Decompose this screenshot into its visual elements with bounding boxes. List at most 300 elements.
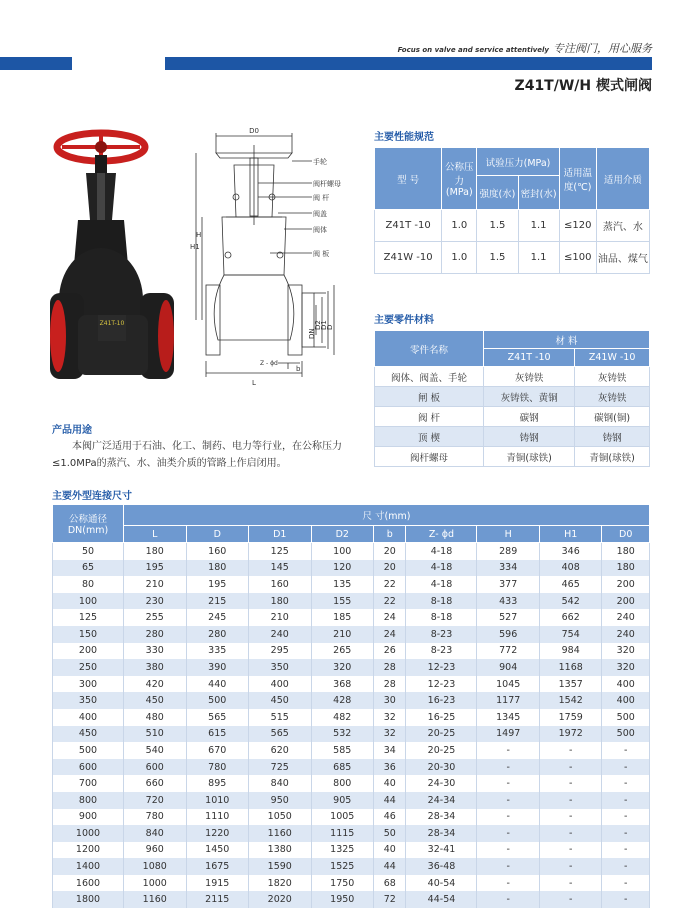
dim-b-label: b: [296, 365, 301, 373]
dims-cell-dn: 1800: [53, 891, 124, 908]
dims-cell: 670: [186, 742, 249, 759]
dims-cell: 1000: [124, 875, 187, 892]
dims-cell: -: [602, 809, 650, 826]
dims-cell: 24-30: [406, 775, 477, 792]
dims-cell-dn: 300: [53, 676, 124, 693]
dims-cell: 600: [124, 759, 187, 776]
dims-cell-dn: 600: [53, 759, 124, 776]
dims-cell: 482: [311, 709, 374, 726]
dims-cell-dn: 700: [53, 775, 124, 792]
dims-header-dn: 公称通径DN(mm): [53, 505, 124, 543]
dims-cell: 180: [124, 543, 187, 560]
dims-cell-dn: 65: [53, 560, 124, 577]
mat-header-col2: Z41W -10: [575, 349, 650, 367]
dims-cell: 100: [311, 543, 374, 560]
table-row: [375, 407, 650, 427]
dims-cell: 44: [374, 792, 406, 809]
dims-cell-dn: 500: [53, 742, 124, 759]
dims-cell: 585: [311, 742, 374, 759]
dims-cell: 4-18: [406, 576, 477, 593]
dims-cell: 500: [602, 709, 650, 726]
table-row: [53, 825, 650, 842]
dim-dn-label: DN: [308, 328, 316, 339]
mat-cell-a: 碳钢: [484, 407, 575, 427]
dims-cell: 32: [374, 726, 406, 743]
dims-cell: 320: [602, 659, 650, 676]
dims-cell: 772: [477, 643, 540, 660]
dims-cell: 185: [311, 609, 374, 626]
table-row: [53, 858, 650, 875]
dim-d2-label: D2: [314, 320, 322, 330]
table-row: [375, 427, 650, 447]
dims-cell: 230: [124, 593, 187, 610]
dims-cell-dn: 80: [53, 576, 124, 593]
dims-cell: 450: [124, 692, 187, 709]
dims-cell: 180: [249, 593, 312, 610]
dims-cell: 725: [249, 759, 312, 776]
dims-cell: 368: [311, 676, 374, 693]
dims-cell: -: [539, 809, 602, 826]
dims-cell: 160: [186, 543, 249, 560]
dim-d-label: D: [326, 324, 334, 330]
dims-col-header: D2: [311, 526, 374, 543]
mat-header-material: 材 料: [484, 331, 650, 349]
dims-cell: 12-23: [406, 676, 477, 693]
performance-table: [374, 147, 650, 274]
dims-col-header: L: [124, 526, 187, 543]
dims-cell: 28-34: [406, 809, 477, 826]
mat-cell-b: 铸钢: [575, 427, 650, 447]
table-row: [53, 560, 650, 577]
usage-section-title: 产品用途: [52, 425, 92, 436]
dims-cell: 12-23: [406, 659, 477, 676]
part-label-stem-nut: 阀杆螺母: [313, 180, 341, 188]
part-label-handwheel: 手轮: [313, 158, 327, 166]
mat-cell-part: 顶 楔: [375, 427, 484, 447]
mat-cell-a: 灰铸铁: [484, 367, 575, 387]
table-row: [375, 387, 650, 407]
dims-cell: 500: [602, 726, 650, 743]
table-row: [53, 692, 650, 709]
dims-cell: 780: [124, 809, 187, 826]
dims-cell: 8-23: [406, 643, 477, 660]
materials-table: [374, 330, 650, 467]
table-row: [53, 609, 650, 626]
dims-cell: -: [477, 858, 540, 875]
perf-cell-medium: 油品、煤气: [596, 242, 649, 274]
dims-col-header: b: [374, 526, 406, 543]
dims-cell: 120: [311, 560, 374, 577]
dims-cell: -: [602, 759, 650, 776]
table-row: [53, 543, 650, 560]
usage-text: 本阀广泛适用于石油、化工、制药、电力等行业，在公称压力≤1.0MPa的蒸汽、水、油类介质的管路上作启闭用。: [52, 441, 342, 469]
dims-cell: 40: [374, 842, 406, 859]
dims-cell: 180: [602, 543, 650, 560]
perf-header-test: 试验压力(MPa): [477, 148, 559, 176]
slogan-cn: 专注阀门，用心服务: [553, 42, 652, 55]
perf-cell-seal: 1.1: [518, 210, 559, 242]
dims-cell: -: [539, 891, 602, 908]
dims-cell: 1160: [249, 825, 312, 842]
dims-cell: 20-25: [406, 742, 477, 759]
dims-cell: 380: [124, 659, 187, 676]
dims-cell: 36-48: [406, 858, 477, 875]
dims-cell: 8-23: [406, 626, 477, 643]
mat-cell-b: 碳钢(铜): [575, 407, 650, 427]
table-row: [53, 759, 650, 776]
dims-cell: 346: [539, 543, 602, 560]
dims-cell: 800: [311, 775, 374, 792]
dims-cell: 289: [477, 543, 540, 560]
dims-cell: 160: [249, 576, 312, 593]
dims-cell: 22: [374, 593, 406, 610]
dims-cell: -: [477, 742, 540, 759]
dim-h1-label: H1: [190, 243, 200, 251]
mat-cell-a: 灰铸铁、黄铜: [484, 387, 575, 407]
dims-cell: 542: [539, 593, 602, 610]
mat-header-col1: Z41T -10: [484, 349, 575, 367]
dims-cell: 215: [186, 593, 249, 610]
dims-cell: 1045: [477, 676, 540, 693]
perf-header-model: 型 号: [375, 148, 442, 210]
mat-cell-b: 灰铸铁: [575, 387, 650, 407]
dims-cell: 320: [311, 659, 374, 676]
dims-cell: 1380: [249, 842, 312, 859]
dims-col-header: D0: [602, 526, 650, 543]
dims-cell: 20: [374, 543, 406, 560]
dims-cell: 255: [124, 609, 187, 626]
dims-cell: 180: [186, 560, 249, 577]
dims-cell: 1450: [186, 842, 249, 859]
dims-cell: 780: [186, 759, 249, 776]
dims-cell: 1759: [539, 709, 602, 726]
dims-header-size: 尺 寸(mm): [124, 505, 650, 526]
dims-cell: 40-54: [406, 875, 477, 892]
dims-cell: 1325: [311, 842, 374, 859]
dims-cell: -: [477, 792, 540, 809]
dim-d1-label: D1: [320, 320, 328, 330]
table-row: [53, 626, 650, 643]
mat-cell-part: 阀杆螺母: [375, 447, 484, 467]
dims-cell: 135: [311, 576, 374, 593]
dims-cell: -: [602, 842, 650, 859]
dims-cell: -: [539, 775, 602, 792]
page-title: Z41T/W/H 楔式闸阀: [514, 78, 652, 94]
dimensions-section-title: 主要外型连接尺寸: [52, 491, 132, 502]
dims-cell: 8-18: [406, 593, 477, 610]
dims-cell: 960: [124, 842, 187, 859]
dims-cell: 32-41: [406, 842, 477, 859]
dims-cell: 280: [186, 626, 249, 643]
table-row: [53, 775, 650, 792]
table-row: [53, 593, 650, 610]
dims-cell: -: [602, 891, 650, 908]
dims-cell: 265: [311, 643, 374, 660]
dims-cell: -: [602, 858, 650, 875]
perf-cell-seal: 1.1: [518, 242, 559, 274]
mat-cell-a: 铸钢: [484, 427, 575, 447]
dims-cell: 24: [374, 626, 406, 643]
dims-cell-dn: 900: [53, 809, 124, 826]
dims-cell: 30: [374, 692, 406, 709]
dims-cell: 440: [186, 676, 249, 693]
dims-cell: 24-34: [406, 792, 477, 809]
dims-col-header: D: [186, 526, 249, 543]
dims-cell: -: [539, 759, 602, 776]
part-label-body: 阀体: [313, 226, 327, 234]
table-row: [53, 676, 650, 693]
dims-cell: -: [539, 792, 602, 809]
dims-cell-dn: 250: [53, 659, 124, 676]
dims-cell: 36: [374, 759, 406, 776]
dims-cell: 540: [124, 742, 187, 759]
mat-cell-part: 阀 杆: [375, 407, 484, 427]
dims-cell: 22: [374, 576, 406, 593]
header-bar-left: [0, 57, 72, 70]
dims-cell: 1972: [539, 726, 602, 743]
mat-cell-part: 阀体、阀盖、手轮: [375, 367, 484, 387]
dims-cell: 1080: [124, 858, 187, 875]
dims-cell: 500: [186, 692, 249, 709]
dims-cell: 1950: [311, 891, 374, 908]
part-label-stem: 阀 杆: [313, 194, 330, 202]
dims-cell: -: [602, 792, 650, 809]
dims-cell: 984: [539, 643, 602, 660]
part-label-bonnet: 阀盖: [313, 210, 327, 218]
dims-cell-dn: 1400: [53, 858, 124, 875]
nameplate-text: Z41T-10: [99, 320, 125, 327]
dims-cell: 400: [249, 676, 312, 693]
dims-cell: 1915: [186, 875, 249, 892]
dims-cell: -: [539, 742, 602, 759]
dims-cell: -: [602, 775, 650, 792]
table-row: [53, 726, 650, 743]
dims-cell: 335: [186, 643, 249, 660]
dims-cell: 180: [602, 560, 650, 577]
dims-cell: 532: [311, 726, 374, 743]
dims-cell: 510: [124, 726, 187, 743]
dims-cell: 125: [249, 543, 312, 560]
perf-cell-strength: 1.5: [477, 242, 518, 274]
dims-cell: 1005: [311, 809, 374, 826]
perf-header-pressure: 公称压力(MPa): [442, 148, 477, 210]
dims-cell: 32: [374, 709, 406, 726]
dims-cell: 596: [477, 626, 540, 643]
dims-cell: 1345: [477, 709, 540, 726]
dims-cell: 1497: [477, 726, 540, 743]
table-row: [53, 842, 650, 859]
dims-cell: 295: [249, 643, 312, 660]
table-row: [375, 242, 650, 274]
dims-cell: 515: [249, 709, 312, 726]
dims-cell: 1177: [477, 692, 540, 709]
dims-cell: 1675: [186, 858, 249, 875]
perf-header-seal: 密封(水): [518, 176, 559, 210]
dims-cell: 390: [186, 659, 249, 676]
valve-drawing: [188, 125, 358, 393]
dims-cell: 34: [374, 742, 406, 759]
dims-cell-dn: 150: [53, 626, 124, 643]
dims-cell: -: [539, 875, 602, 892]
dimensions-table: [52, 504, 650, 908]
table-row: [53, 709, 650, 726]
dims-cell: -: [477, 825, 540, 842]
dims-cell: 1525: [311, 858, 374, 875]
dims-cell: 4-18: [406, 560, 477, 577]
dims-cell: 40: [374, 775, 406, 792]
dims-cell: 527: [477, 609, 540, 626]
dims-cell: 46: [374, 809, 406, 826]
perf-cell-strength: 1.5: [477, 210, 518, 242]
dims-cell: 1168: [539, 659, 602, 676]
dims-cell: 615: [186, 726, 249, 743]
dims-col-header: Z- ϕd: [406, 526, 477, 543]
dims-cell: 1110: [186, 809, 249, 826]
mat-cell-a: 青铜(球铁): [484, 447, 575, 467]
dims-cell: 245: [186, 609, 249, 626]
dims-cell: 2115: [186, 891, 249, 908]
mat-header-part: 零件名称: [375, 331, 484, 367]
dims-cell: 840: [249, 775, 312, 792]
dims-cell-dn: 1200: [53, 842, 124, 859]
dims-cell-dn: 1600: [53, 875, 124, 892]
dims-cell: 904: [477, 659, 540, 676]
dims-cell: 44: [374, 858, 406, 875]
dims-cell: 950: [249, 792, 312, 809]
dims-cell: -: [477, 775, 540, 792]
dims-cell: -: [477, 891, 540, 908]
dims-cell: 465: [539, 576, 602, 593]
table-row: [53, 792, 650, 809]
dims-cell: 2020: [249, 891, 312, 908]
dims-cell: 1542: [539, 692, 602, 709]
dims-cell: 44-54: [406, 891, 477, 908]
mat-cell-b: 灰铸铁: [575, 367, 650, 387]
perf-cell-pressure: 1.0: [442, 242, 477, 274]
dims-cell-dn: 100: [53, 593, 124, 610]
dims-cell: 660: [124, 775, 187, 792]
perf-header-temp: 适用温度(℃): [559, 148, 596, 210]
mat-cell-part: 闸 板: [375, 387, 484, 407]
dims-cell: 145: [249, 560, 312, 577]
dims-cell: 1750: [311, 875, 374, 892]
dims-cell: 685: [311, 759, 374, 776]
dim-l-label: L: [252, 379, 256, 387]
table-row: [53, 576, 650, 593]
dims-cell: 350: [249, 659, 312, 676]
dims-cell: -: [602, 825, 650, 842]
dims-cell: 1160: [124, 891, 187, 908]
dims-cell: -: [477, 809, 540, 826]
dims-cell: 400: [602, 676, 650, 693]
table-row: [53, 875, 650, 892]
table-row: [53, 643, 650, 660]
perf-header-strength: 强度(水): [477, 176, 518, 210]
dims-cell: 68: [374, 875, 406, 892]
dims-col-header: H: [477, 526, 540, 543]
dims-cell: 1820: [249, 875, 312, 892]
dims-cell: 320: [602, 643, 650, 660]
dims-cell: 210: [124, 576, 187, 593]
dims-cell: 20-25: [406, 726, 477, 743]
dims-cell-dn: 200: [53, 643, 124, 660]
dims-cell: 72: [374, 891, 406, 908]
dims-cell: 240: [249, 626, 312, 643]
dims-cell-dn: 1000: [53, 825, 124, 842]
dims-cell: 50: [374, 825, 406, 842]
dims-cell: 895: [186, 775, 249, 792]
dims-cell: -: [539, 825, 602, 842]
dims-cell: 428: [311, 692, 374, 709]
dims-cell: 480: [124, 709, 187, 726]
dims-cell: 16-23: [406, 692, 477, 709]
dims-cell: 720: [124, 792, 187, 809]
table-row: [53, 891, 650, 908]
dims-cell: 8-18: [406, 609, 477, 626]
dims-cell: 155: [311, 593, 374, 610]
dim-z-label: Z - ϕd: [260, 360, 278, 367]
dims-cell: 662: [539, 609, 602, 626]
dims-cell: 28-34: [406, 825, 477, 842]
perf-cell-model: Z41T -10: [375, 210, 442, 242]
dims-cell: -: [539, 842, 602, 859]
dims-cell: -: [477, 842, 540, 859]
dims-cell-dn: 50: [53, 543, 124, 560]
perf-cell-temp: ≤100: [559, 242, 596, 274]
dims-cell: -: [477, 875, 540, 892]
dims-cell: 754: [539, 626, 602, 643]
dims-cell: 400: [602, 692, 650, 709]
mat-cell-b: 青铜(球铁): [575, 447, 650, 467]
valve-photo: [48, 125, 183, 393]
dims-cell: 1590: [249, 858, 312, 875]
dims-cell: 240: [602, 609, 650, 626]
table-row: [375, 367, 650, 387]
dims-cell: 1050: [249, 809, 312, 826]
dims-cell: 1220: [186, 825, 249, 842]
dims-cell: 408: [539, 560, 602, 577]
dims-cell: 280: [124, 626, 187, 643]
table-row: [53, 659, 650, 676]
part-label-gate: 阀 板: [313, 250, 330, 258]
dims-cell: 28: [374, 676, 406, 693]
dims-cell-dn: 450: [53, 726, 124, 743]
dims-cell: 905: [311, 792, 374, 809]
performance-section-title: 主要性能规范: [374, 132, 434, 143]
dims-cell: 240: [602, 626, 650, 643]
dims-cell: 565: [249, 726, 312, 743]
dims-cell: -: [602, 875, 650, 892]
dims-cell: 330: [124, 643, 187, 660]
slogan-en: Focus on valve and service attentively: [397, 46, 549, 54]
table-row: [53, 742, 650, 759]
dims-cell: 200: [602, 593, 650, 610]
perf-cell-model: Z41W -10: [375, 242, 442, 274]
perf-cell-pressure: 1.0: [442, 210, 477, 242]
dims-cell: 195: [124, 560, 187, 577]
table-row: [53, 809, 650, 826]
dims-cell: 200: [602, 576, 650, 593]
materials-section-title: 主要零件材料: [374, 315, 434, 326]
header-bar-right: [165, 57, 652, 70]
dims-cell: 20-30: [406, 759, 477, 776]
dims-cell-dn: 350: [53, 692, 124, 709]
dims-cell: 433: [477, 593, 540, 610]
dims-cell: 565: [186, 709, 249, 726]
dims-col-header: D1: [249, 526, 312, 543]
dims-cell: 28: [374, 659, 406, 676]
dims-cell: 450: [249, 692, 312, 709]
